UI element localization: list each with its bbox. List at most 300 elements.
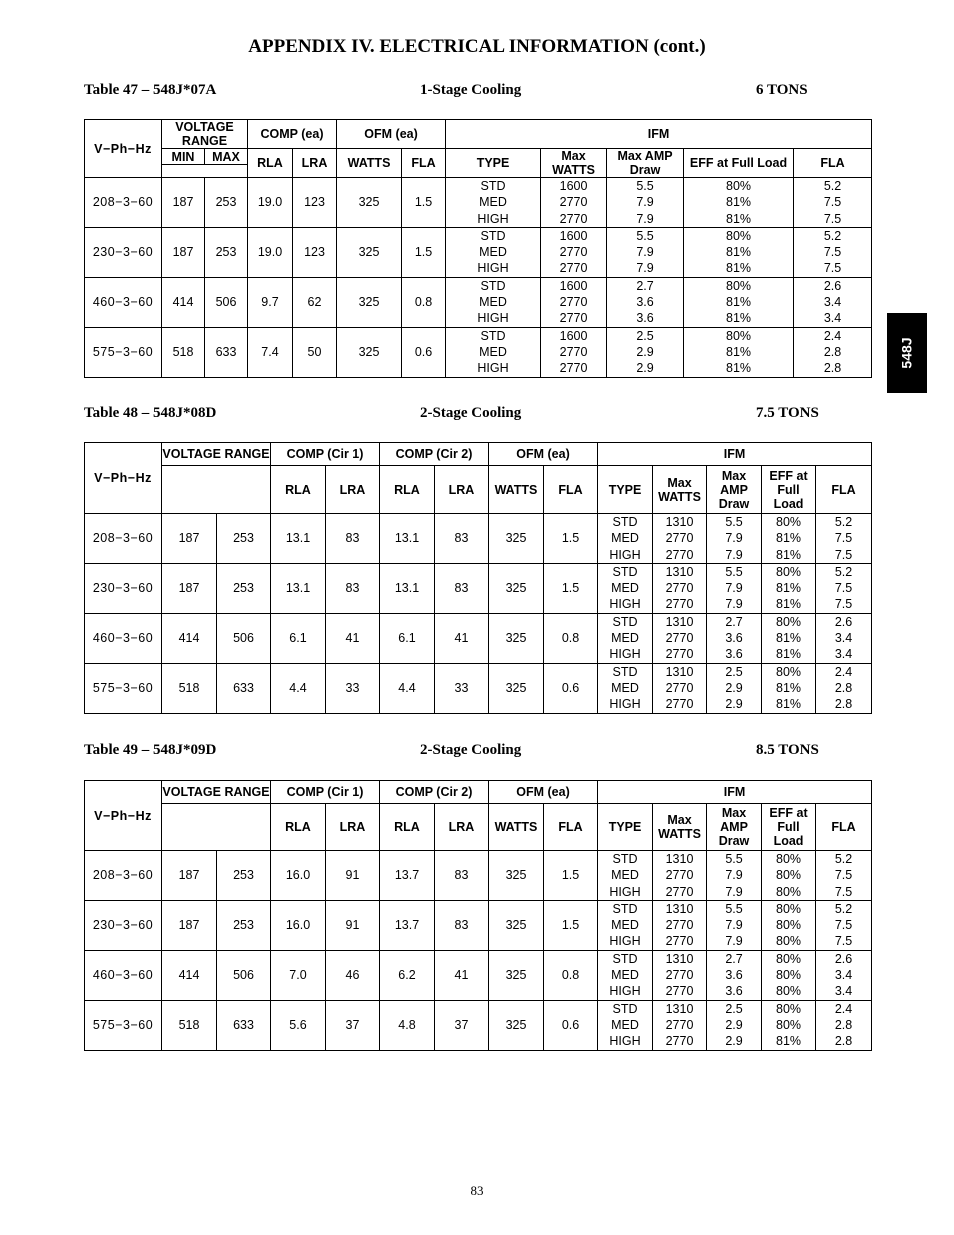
table-stage: 2-Stage Cooling bbox=[420, 742, 522, 758]
ifm-value: MED bbox=[611, 531, 639, 546]
header-max-amp-draw: Max AMP Draw bbox=[707, 804, 762, 851]
ifm-value: 2.7 bbox=[636, 278, 654, 293]
ifm-value: HIGH bbox=[477, 261, 509, 276]
ifm-value: 2.8 bbox=[823, 361, 842, 376]
cell-comp-rla: 19.0 bbox=[248, 178, 293, 228]
cell-voltage-min: 414 bbox=[162, 613, 217, 663]
section-side-tab bbox=[887, 313, 927, 393]
ifm-value: 7.9 bbox=[725, 581, 743, 596]
cell-comp-lra: 46 bbox=[326, 950, 380, 1000]
header-ifm: IFM bbox=[598, 443, 872, 466]
cell-comp-lra: 83 bbox=[326, 514, 380, 564]
cell-ifm-max-amp-draw bbox=[607, 178, 684, 228]
ifm-value: 2.6 bbox=[823, 278, 842, 293]
cell-ofm-fla: 0.6 bbox=[544, 1000, 598, 1050]
header-max-watts: Max WATTS bbox=[541, 149, 607, 178]
ifm-value: 2770 bbox=[665, 531, 694, 546]
ifm-value: 5.2 bbox=[834, 564, 853, 579]
ifm-value: 7.9 bbox=[636, 211, 654, 226]
cell-ifm-eff bbox=[762, 1000, 816, 1050]
header-lra: LRA bbox=[326, 466, 380, 514]
ifm-value: 7.9 bbox=[725, 597, 743, 612]
ifm-value: 2770 bbox=[559, 211, 588, 226]
ifm-value: 2.8 bbox=[834, 1034, 853, 1049]
ifm-value: 7.5 bbox=[823, 195, 842, 210]
ifm-value: 2770 bbox=[665, 884, 694, 899]
ifm-value: 2.6 bbox=[834, 951, 853, 966]
cell-ifm-max-amp-draw bbox=[707, 663, 762, 713]
ifm-value: 80% bbox=[776, 515, 802, 529]
ifm-value: 2.7 bbox=[725, 614, 743, 629]
cell-ofm-watts: 325 bbox=[337, 277, 402, 327]
cell-vph: 208−3−60 bbox=[85, 851, 162, 901]
table-47-body bbox=[85, 178, 872, 378]
header-max-watts: Max WATTS bbox=[653, 804, 707, 851]
cell-voltage-max: 506 bbox=[205, 277, 248, 327]
ifm-value: 80% bbox=[776, 868, 802, 883]
cell-ofm-watts: 325 bbox=[337, 227, 402, 277]
cell-ifm-max-amp-draw bbox=[707, 613, 762, 663]
table-47 bbox=[84, 119, 872, 378]
cell-vph: 460−3−60 bbox=[85, 950, 162, 1000]
cell-ifm-fla bbox=[794, 277, 872, 327]
ifm-value: MED bbox=[611, 631, 639, 646]
cell-ofm-fla: 1.5 bbox=[544, 900, 598, 950]
table-tons: 6 TONS bbox=[756, 82, 808, 98]
cell-comp-rla: 16.0 bbox=[271, 851, 326, 901]
cell-vph: 460−3−60 bbox=[85, 277, 162, 327]
ifm-value: STD bbox=[612, 614, 638, 629]
table-title: Table 47 – 548J*07A bbox=[84, 82, 217, 98]
ifm-value: 7.9 bbox=[725, 918, 743, 933]
ifm-value: 7.5 bbox=[834, 531, 853, 546]
cell-voltage-max: 633 bbox=[217, 1000, 271, 1050]
table-48-body bbox=[85, 514, 872, 714]
cell-comp-lra: 91 bbox=[326, 900, 380, 950]
header-lra: LRA bbox=[435, 466, 489, 514]
cell-ifm-max-amp-draw bbox=[707, 1000, 762, 1050]
cell-ifm-max-watts bbox=[653, 663, 707, 713]
ifm-value: 80% bbox=[726, 228, 752, 243]
voltage-range-spacer bbox=[162, 804, 271, 851]
cell-comp2-lra: 41 bbox=[435, 613, 489, 663]
cell-ifm-fla bbox=[794, 178, 872, 228]
cell-vph: 460−3−60 bbox=[85, 613, 162, 663]
ifm-value: HIGH bbox=[609, 984, 641, 999]
header-vph: V−Ph−Hz bbox=[85, 443, 162, 514]
header-max: MAX bbox=[205, 149, 248, 165]
cell-ifm-eff bbox=[684, 327, 794, 377]
ifm-value: 3.4 bbox=[823, 311, 842, 326]
header-fla: FLA bbox=[402, 149, 446, 178]
ifm-value: 1600 bbox=[559, 328, 588, 343]
cell-ifm-type bbox=[598, 663, 653, 713]
cell-voltage-min: 187 bbox=[162, 514, 217, 564]
cell-ifm-max-watts bbox=[541, 227, 607, 277]
cell-comp2-lra: 37 bbox=[435, 1000, 489, 1050]
cell-ofm-fla: 1.5 bbox=[544, 514, 598, 564]
ifm-value: 3.4 bbox=[834, 647, 853, 662]
ifm-value: 7.5 bbox=[834, 934, 853, 949]
ifm-value: 2770 bbox=[665, 968, 694, 983]
cell-ifm-type bbox=[598, 1000, 653, 1050]
cell-ifm-eff bbox=[684, 178, 794, 228]
cell-voltage-max: 633 bbox=[217, 663, 271, 713]
ifm-value: 1310 bbox=[665, 852, 694, 866]
ifm-value: 2770 bbox=[665, 984, 694, 999]
cell-ifm-fla bbox=[816, 514, 872, 564]
ifm-value: STD bbox=[612, 515, 638, 529]
cell-comp-lra: 37 bbox=[326, 1000, 380, 1050]
ifm-value: STD bbox=[612, 1001, 638, 1016]
page-title: APPENDIX IV. ELECTRICAL INFORMATION (cont.) bbox=[248, 36, 706, 57]
ifm-value: 2770 bbox=[559, 311, 588, 326]
cell-ifm-eff bbox=[762, 950, 816, 1000]
ifm-value: 80% bbox=[776, 664, 802, 679]
cell-comp2-lra: 83 bbox=[435, 851, 489, 901]
table-row bbox=[85, 277, 872, 327]
cell-comp-lra: 41 bbox=[326, 613, 380, 663]
ifm-value: HIGH bbox=[477, 361, 509, 376]
ifm-value: 2770 bbox=[665, 631, 694, 646]
cell-ifm-max-watts bbox=[541, 178, 607, 228]
ifm-value: 2770 bbox=[665, 680, 694, 695]
ifm-value: 81% bbox=[726, 195, 752, 210]
ifm-value: 2.9 bbox=[725, 1034, 743, 1049]
table-title: Table 48 – 548J*08D bbox=[84, 405, 217, 421]
header-rla: RLA bbox=[248, 149, 293, 178]
cell-ifm-max-amp-draw bbox=[707, 900, 762, 950]
header-watts: WATTS bbox=[489, 804, 544, 851]
header-type: TYPE bbox=[598, 466, 653, 514]
table-row bbox=[85, 514, 872, 564]
ifm-value: 81% bbox=[726, 344, 752, 359]
cell-comp-rla: 7.0 bbox=[271, 950, 326, 1000]
ifm-value: 7.9 bbox=[636, 245, 654, 260]
cell-ifm-type bbox=[446, 227, 541, 277]
cell-ifm-max-watts bbox=[653, 950, 707, 1000]
ifm-value: 7.5 bbox=[823, 261, 842, 276]
cell-ofm-fla: 1.5 bbox=[402, 227, 446, 277]
cell-comp-lra: 83 bbox=[326, 563, 380, 613]
cell-ofm-fla: 0.8 bbox=[402, 277, 446, 327]
header-comp-cir2: COMP (Cir 2) bbox=[380, 781, 489, 804]
ifm-value: 2770 bbox=[559, 261, 588, 276]
ifm-value: 2.9 bbox=[725, 1017, 743, 1032]
cell-ifm-type bbox=[598, 851, 653, 901]
cell-vph: 230−3−60 bbox=[85, 900, 162, 950]
cell-ifm-fla bbox=[816, 663, 872, 713]
table-stage: 1-Stage Cooling bbox=[420, 82, 522, 98]
ifm-value: 3.4 bbox=[834, 968, 853, 983]
cell-voltage-max: 253 bbox=[205, 227, 248, 277]
cell-comp-rla: 13.1 bbox=[271, 563, 326, 613]
cell-ifm-type bbox=[598, 613, 653, 663]
ifm-value: 81% bbox=[726, 311, 752, 326]
ifm-value: 81% bbox=[726, 261, 752, 276]
cell-voltage-max: 253 bbox=[217, 900, 271, 950]
ifm-value: 1600 bbox=[559, 179, 588, 193]
ifm-value: 2.4 bbox=[823, 328, 842, 343]
cell-ofm-fla: 1.5 bbox=[402, 178, 446, 228]
ifm-value: 5.5 bbox=[725, 515, 743, 529]
header-ifm-fla: FLA bbox=[816, 804, 872, 851]
cell-ofm-fla: 1.5 bbox=[544, 851, 598, 901]
cell-comp-lra: 50 bbox=[293, 327, 337, 377]
ifm-value: 7.5 bbox=[834, 581, 853, 596]
cell-vph: 230−3−60 bbox=[85, 227, 162, 277]
cell-comp2-rla: 6.2 bbox=[380, 950, 435, 1000]
ifm-value: 80% bbox=[776, 918, 802, 933]
ifm-value: MED bbox=[479, 344, 507, 359]
ifm-value: 1310 bbox=[665, 951, 694, 966]
cell-ifm-type bbox=[446, 277, 541, 327]
ifm-value: STD bbox=[480, 278, 506, 293]
header-ifm: IFM bbox=[446, 120, 872, 149]
header-rla: RLA bbox=[380, 466, 435, 514]
ifm-value: 80% bbox=[776, 614, 802, 629]
cell-ifm-eff bbox=[762, 663, 816, 713]
header-max-watts: Max WATTS bbox=[653, 466, 707, 514]
ifm-value: 2.4 bbox=[834, 1001, 853, 1016]
table-48 bbox=[84, 442, 872, 714]
ifm-value: 1310 bbox=[665, 664, 694, 679]
ifm-value: MED bbox=[479, 245, 507, 260]
ifm-value: 2.8 bbox=[834, 697, 853, 712]
cell-ofm-watts: 325 bbox=[489, 900, 544, 950]
cell-vph: 208−3−60 bbox=[85, 178, 162, 228]
table-48-caption bbox=[84, 405, 884, 425]
ifm-value: 2770 bbox=[665, 547, 694, 562]
table-row bbox=[85, 227, 872, 277]
cell-ifm-max-watts bbox=[541, 327, 607, 377]
header-type: TYPE bbox=[446, 149, 541, 178]
header-comp-cir1: COMP (Cir 1) bbox=[271, 781, 380, 804]
cell-voltage-max: 633 bbox=[205, 327, 248, 377]
ifm-value: STD bbox=[612, 951, 638, 966]
cell-voltage-max: 253 bbox=[205, 178, 248, 228]
cell-ifm-max-amp-draw bbox=[607, 277, 684, 327]
cell-ifm-max-watts bbox=[653, 1000, 707, 1050]
ifm-value: 7.9 bbox=[725, 934, 743, 949]
ifm-value: 2.9 bbox=[725, 680, 743, 695]
ifm-value: 5.2 bbox=[834, 852, 853, 866]
header-ofm: OFM (ea) bbox=[337, 120, 446, 149]
ifm-value: 81% bbox=[776, 647, 802, 662]
cell-comp2-rla: 13.1 bbox=[380, 514, 435, 564]
cell-ifm-max-amp-draw bbox=[707, 950, 762, 1000]
header-voltage-range: VOLTAGE RANGE bbox=[162, 443, 271, 466]
ifm-value: STD bbox=[612, 852, 638, 866]
ifm-value: 80% bbox=[776, 934, 802, 949]
ifm-value: MED bbox=[611, 918, 639, 933]
cell-ifm-type bbox=[598, 950, 653, 1000]
cell-comp2-rla: 13.7 bbox=[380, 851, 435, 901]
cell-ifm-eff bbox=[762, 900, 816, 950]
ifm-value: MED bbox=[611, 581, 639, 596]
cell-voltage-max: 506 bbox=[217, 613, 271, 663]
table-stage: 2-Stage Cooling bbox=[420, 405, 522, 421]
ifm-value: STD bbox=[480, 228, 506, 243]
header-vph: V−Ph−Hz bbox=[85, 120, 162, 178]
ifm-value: 80% bbox=[776, 968, 802, 983]
ifm-value: 1600 bbox=[559, 278, 588, 293]
cell-comp-rla: 5.6 bbox=[271, 1000, 326, 1050]
ifm-value: 81% bbox=[726, 245, 752, 260]
cell-ofm-watts: 325 bbox=[489, 851, 544, 901]
ifm-value: HIGH bbox=[609, 884, 641, 899]
cell-ifm-fla bbox=[816, 613, 872, 663]
ifm-value: 3.6 bbox=[725, 968, 743, 983]
cell-voltage-min: 187 bbox=[162, 227, 205, 277]
header-eff-full-load: EFF at Full Load bbox=[762, 804, 816, 851]
header-ofm: OFM (ea) bbox=[489, 781, 598, 804]
cell-voltage-min: 518 bbox=[162, 663, 217, 713]
ifm-value: 2770 bbox=[665, 581, 694, 596]
cell-ifm-max-amp-draw bbox=[707, 851, 762, 901]
table-row bbox=[85, 900, 872, 950]
cell-comp-rla: 7.4 bbox=[248, 327, 293, 377]
cell-ofm-watts: 325 bbox=[489, 1000, 544, 1050]
cell-ofm-fla: 0.6 bbox=[544, 663, 598, 713]
ifm-value: 7.9 bbox=[725, 547, 743, 562]
cell-voltage-min: 518 bbox=[162, 1000, 217, 1050]
cell-comp-rla: 6.1 bbox=[271, 613, 326, 663]
cell-comp2-rla: 4.4 bbox=[380, 663, 435, 713]
ifm-value: 3.4 bbox=[834, 984, 853, 999]
voltage-range-spacer bbox=[162, 466, 271, 514]
cell-ofm-fla: 0.8 bbox=[544, 613, 598, 663]
header-watts: WATTS bbox=[337, 149, 402, 178]
ifm-value: STD bbox=[480, 328, 506, 343]
ifm-value: 3.6 bbox=[636, 295, 654, 310]
ifm-value: 2770 bbox=[665, 868, 694, 883]
cell-vph: 208−3−60 bbox=[85, 514, 162, 564]
cell-ifm-eff bbox=[762, 514, 816, 564]
header-voltage-range: VOLTAGE RANGE bbox=[162, 120, 248, 149]
header-lra: LRA bbox=[326, 804, 380, 851]
header-type: TYPE bbox=[598, 804, 653, 851]
cell-ifm-fla bbox=[816, 900, 872, 950]
ifm-value: 5.2 bbox=[823, 228, 842, 243]
header-lra: LRA bbox=[435, 804, 489, 851]
table-49-body bbox=[85, 851, 872, 1051]
ifm-value: HIGH bbox=[609, 597, 641, 612]
ifm-value: HIGH bbox=[477, 311, 509, 326]
cell-ifm-max-watts bbox=[653, 563, 707, 613]
cell-comp-rla: 19.0 bbox=[248, 227, 293, 277]
ifm-value: 80% bbox=[776, 901, 802, 916]
cell-ofm-watts: 325 bbox=[489, 950, 544, 1000]
cell-ifm-max-amp-draw bbox=[707, 563, 762, 613]
header-comp-cir1: COMP (Cir 1) bbox=[271, 443, 380, 466]
ifm-value: 2770 bbox=[559, 295, 588, 310]
ifm-value: 5.5 bbox=[725, 901, 743, 916]
cell-ofm-watts: 325 bbox=[489, 514, 544, 564]
cell-comp2-lra: 33 bbox=[435, 663, 489, 713]
cell-vph: 230−3−60 bbox=[85, 563, 162, 613]
ifm-value: 5.5 bbox=[725, 852, 743, 866]
header-max-amp-draw: Max AMP Draw bbox=[607, 149, 684, 178]
ifm-value: 2.8 bbox=[834, 680, 853, 695]
ifm-value: 1310 bbox=[665, 515, 694, 529]
header-ofm: OFM (ea) bbox=[489, 443, 598, 466]
ifm-value: 3.6 bbox=[725, 631, 743, 646]
cell-ifm-type bbox=[598, 563, 653, 613]
ifm-value: 2770 bbox=[665, 934, 694, 949]
ifm-value: 2770 bbox=[665, 647, 694, 662]
ifm-value: 81% bbox=[776, 680, 802, 695]
ifm-value: 80% bbox=[776, 951, 802, 966]
cell-comp-rla: 4.4 bbox=[271, 663, 326, 713]
cell-ifm-type bbox=[446, 327, 541, 377]
ifm-value: 81% bbox=[726, 361, 752, 376]
cell-comp2-lra: 83 bbox=[435, 563, 489, 613]
ifm-value: 2.6 bbox=[834, 614, 853, 629]
ifm-value: 1310 bbox=[665, 564, 694, 579]
ifm-value: 7.5 bbox=[834, 884, 853, 899]
ifm-value: HIGH bbox=[609, 647, 641, 662]
cell-vph: 575−3−60 bbox=[85, 663, 162, 713]
header-rla: RLA bbox=[271, 466, 326, 514]
header-ifm-fla: FLA bbox=[816, 466, 872, 514]
ifm-value: 2.4 bbox=[834, 664, 853, 679]
ifm-value: 3.6 bbox=[636, 311, 654, 326]
cell-vph: 575−3−60 bbox=[85, 1000, 162, 1050]
cell-ifm-type bbox=[598, 900, 653, 950]
cell-voltage-min: 187 bbox=[162, 563, 217, 613]
ifm-value: STD bbox=[612, 564, 638, 579]
ifm-value: 7.9 bbox=[725, 884, 743, 899]
ifm-value: HIGH bbox=[477, 211, 509, 226]
ifm-value: 2770 bbox=[665, 597, 694, 612]
cell-ifm-fla bbox=[816, 563, 872, 613]
ifm-value: 2.9 bbox=[725, 697, 743, 712]
header-min: MIN bbox=[162, 149, 205, 165]
cell-voltage-min: 518 bbox=[162, 327, 205, 377]
ifm-value: STD bbox=[612, 901, 638, 916]
header-max-amp-draw: Max AMP Draw bbox=[707, 466, 762, 514]
cell-ifm-eff bbox=[684, 277, 794, 327]
table-49-caption bbox=[84, 742, 884, 762]
ifm-value: 3.6 bbox=[725, 984, 743, 999]
ifm-value: 1600 bbox=[559, 228, 588, 243]
ifm-value: 81% bbox=[776, 1034, 802, 1049]
header-vph: V−Ph−Hz bbox=[85, 781, 162, 851]
cell-ofm-watts: 325 bbox=[337, 327, 402, 377]
cell-voltage-min: 414 bbox=[162, 950, 217, 1000]
table-row bbox=[85, 663, 872, 713]
header-comp: COMP (ea) bbox=[248, 120, 337, 149]
ifm-value: MED bbox=[611, 868, 639, 883]
cell-voltage-min: 187 bbox=[162, 178, 205, 228]
ifm-value: 7.9 bbox=[725, 868, 743, 883]
ifm-value: 1310 bbox=[665, 901, 694, 916]
ifm-value: 81% bbox=[776, 631, 802, 646]
ifm-value: 80% bbox=[776, 984, 802, 999]
ifm-value: 2.8 bbox=[834, 1017, 853, 1032]
cell-ifm-eff bbox=[762, 851, 816, 901]
cell-ifm-max-amp-draw bbox=[607, 227, 684, 277]
ifm-value: 3.4 bbox=[823, 295, 842, 310]
header-ifm: IFM bbox=[598, 781, 872, 804]
ifm-value: HIGH bbox=[609, 934, 641, 949]
ifm-value: 2770 bbox=[559, 195, 588, 210]
ifm-value: 5.5 bbox=[636, 179, 654, 193]
cell-comp2-rla: 6.1 bbox=[380, 613, 435, 663]
ifm-value: HIGH bbox=[609, 1034, 641, 1049]
cell-ifm-max-watts bbox=[653, 900, 707, 950]
